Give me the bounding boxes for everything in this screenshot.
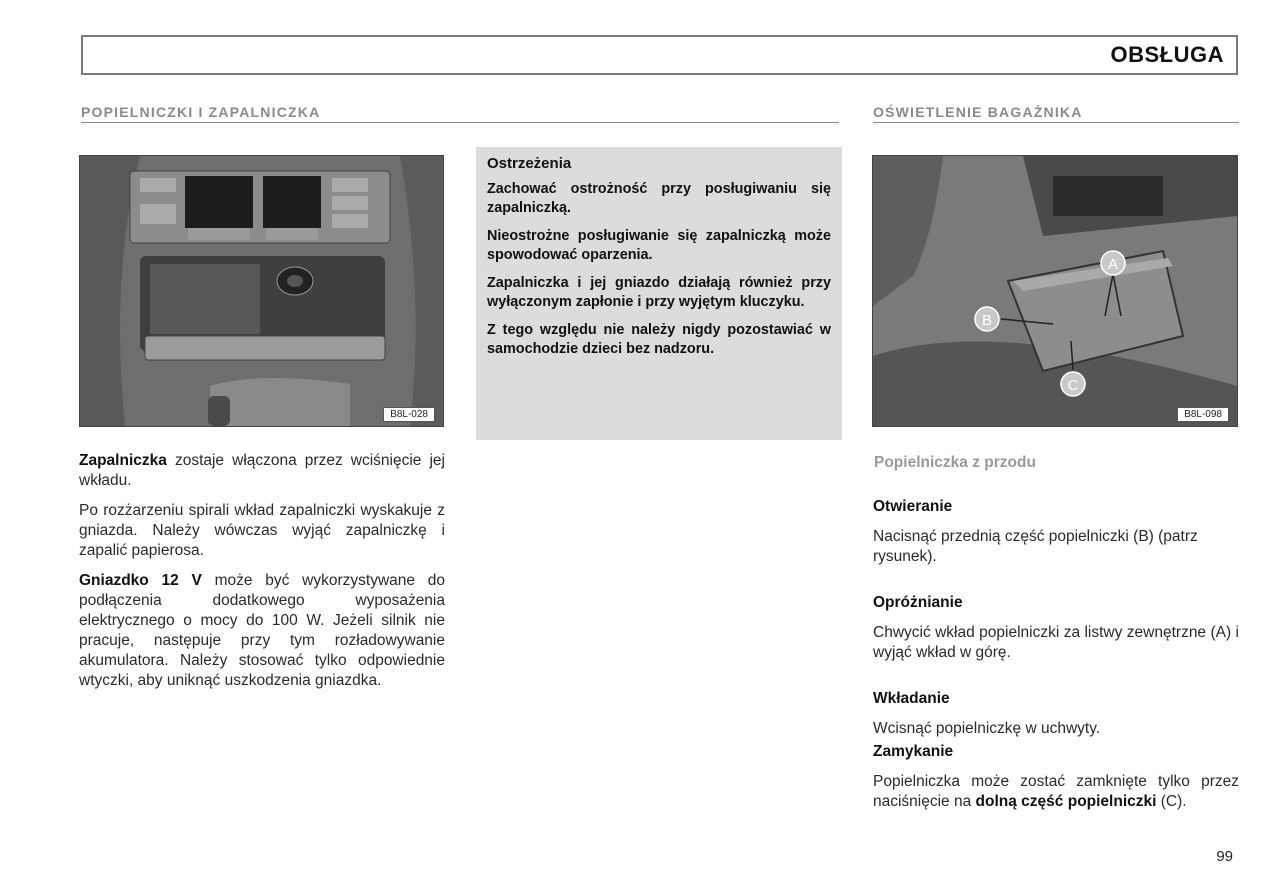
term-socket: Gniazdko 12 V [79, 572, 202, 589]
right-block-opening [873, 497, 1239, 577]
warning-title: Ostrzeżenia [487, 155, 572, 172]
heading-inserting: Wkładanie [873, 690, 950, 707]
page-header [81, 35, 1238, 75]
warning-box [476, 147, 842, 440]
left-column-text [79, 451, 445, 701]
figure-front-ashtray [872, 155, 1238, 427]
right-block-inserting [873, 689, 1239, 741]
term-lighter: Zapalniczka [79, 452, 167, 469]
section-heading-ashtray-lighter: POPIELNICZKI I ZAPALNICZKA [81, 104, 839, 123]
label-b: B [981, 312, 993, 329]
paragraph-spiral: Po rozżarzeniu spirali wkład zapalniczki wyskakuje z gniazda. Należy wówczas wyjąć zapalniczkę i zapalić papierosa. [79, 502, 445, 559]
label-c: C [1067, 377, 1079, 394]
text-emptying: Chwycić wkład popielniczki za listwy zewnętrzne (A) i wyjąć wkład w górę. [873, 624, 1239, 661]
warning-item: Nieostrożne posługiwanie się zapalniczką może spowodować oparzenia. [487, 228, 831, 263]
dashboard-illustration [80, 156, 443, 426]
figure-dashboard-lighter [79, 155, 444, 427]
heading-opening: Otwieranie [873, 498, 953, 515]
figure-code: B8L-098 [1177, 407, 1229, 422]
warning-item: Zachować ostrożność przy posługiwaniu się zapalniczką. [487, 181, 831, 216]
heading-closing: Zamykanie [873, 743, 954, 760]
section-heading-trunk-light: OŚWIETLENIE BAGAŻNIKA [873, 104, 1239, 123]
text-opening: Nacisnąć przednią część popielniczki (B) (patrz rysunek). [873, 528, 1198, 565]
paragraph-socket: Gniazdko 12 V może być wykorzystywane do podłączenia dodatkowego wyposażenia elektrycznego o mocy do 100 W. Jeżeli silnik nie pracuje, następuje przy tym rozładowywanie akumulatora. Należy stosować tylko odpowiednie wtyczki, aby uniknąć uszkodzenia gniazdka. [79, 572, 445, 689]
page-title: OBSŁUGA [1110, 42, 1224, 67]
page-number: 99 [1216, 848, 1233, 865]
heading-emptying: Opróżnianie [873, 594, 963, 611]
right-block-emptying [873, 593, 1239, 673]
label-a: A [1107, 256, 1119, 273]
figure-code: B8L-028 [383, 407, 435, 422]
warning-item: Zapalniczka i jej gniazdo działają również przy wyłączonym zapłonie i przy wyjętym kluczyku. [487, 275, 831, 310]
text-closing: Popielniczka może zostać zamknięte tylko przez naciśnięcie na dolną część popielniczki (C). [873, 773, 1239, 810]
text-inserting: Wcisnąć popielniczkę w uchwyty. [873, 720, 1101, 737]
subhead-front-ashtray: Popielniczka z przodu [874, 454, 1036, 471]
paragraph-lighter: Zapalniczka zostaje włączona przez wciśnięcie jej wkładu. [79, 452, 445, 489]
ashtray-illustration [873, 156, 1237, 426]
right-block-closing [873, 742, 1239, 822]
term-lower-part: dolną część popielniczki [975, 793, 1157, 810]
warning-item: Z tego względu nie należy nigdy pozostawiać w samochodzie dzieci bez nadzoru. [487, 322, 831, 357]
